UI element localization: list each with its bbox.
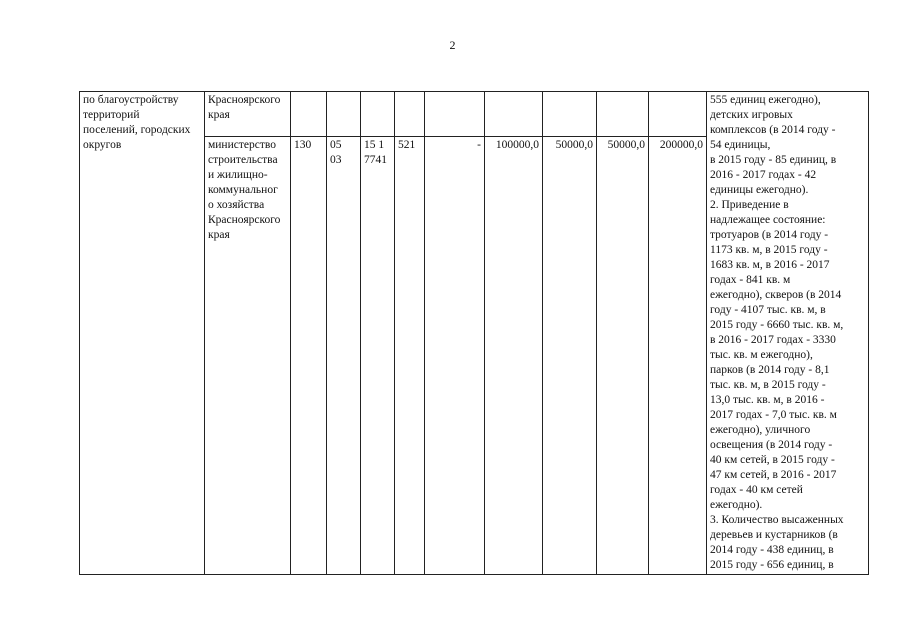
empty-cell [597,92,649,137]
grbs-code-cell: 130 [291,136,327,574]
empty-cell [425,92,485,137]
empty-cell [543,92,597,137]
program-table [79,91,869,575]
table-row [80,92,869,137]
empty-cell [649,92,707,137]
year-2017-cell: 50000,0 [597,136,649,574]
event-name-cell: по благоустройству территорий поселений, городских округов [80,92,205,575]
empty-cell [361,92,395,137]
empty-cell [395,92,425,137]
year-2014-cell: - [425,136,485,574]
empty-cell [291,92,327,137]
grbs-cell: Красноярского края [205,92,291,137]
rzpr-cell: 05 03 [327,136,361,574]
total-cell: 200000,0 [649,136,707,574]
year-2016-cell: 50000,0 [543,136,597,574]
grbs-cell: министерство строительства и жилищно- коммунальног о хозяйства Красноярского края [205,136,291,574]
csr-cell: 15 1 7741 [361,136,395,574]
year-2015-cell: 100000,0 [485,136,543,574]
empty-cell [485,92,543,137]
vr-cell: 521 [395,136,425,574]
page-number: 2 [449,38,456,52]
empty-cell [327,92,361,137]
expected-result-cell: 555 единиц ежегодно), детских игровых комплексов (в 2014 году - 54 единицы, в 2015 году - 85 единиц, в 2016 - 2017 годах - 42 единицы ежегодно). 2. Приведение в надлежащее состояние: тротуаров (в 2014 году - 1173 кв. м, в 2015 году - 1683 кв. м, в 2016 - 2017 годах - 841 кв. м ежегодно), скверов (в 2014 году - 4107 тыс. кв. м, в 2015 году - 6660 тыс. кв. м, в 2016 - 2017 годах - 3330 тыс. кв. м ежегодно), парков (в 2014 году - 8,1 тыс. кв. м, в 2015 году - 13,0 тыс. кв. м, в 2016 - 2017 годах - 7,0 тыс. кв. м ежегодно), уличного освещения (в 2014 году - 40 км сетей, в 2015 году - 47 км сетей, в 2016 - 2017 годах - 40 км сетей ежегодно). 3. Количество высаженных деревьев и кустарников (в 2014 году - 438 единиц, в 2015 году - 656 единиц, в [707,92,869,575]
